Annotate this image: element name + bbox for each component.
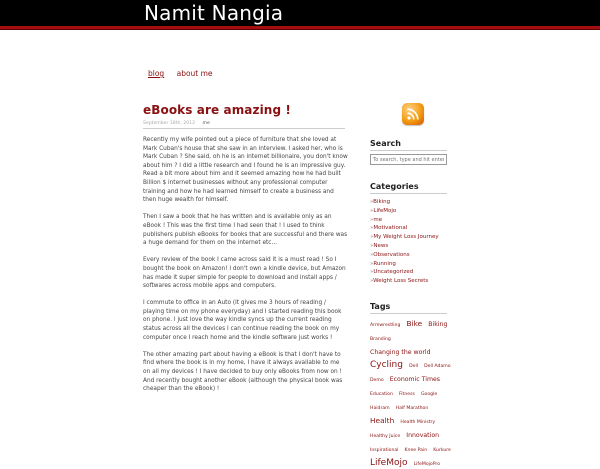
tags-divider [370,313,447,314]
post-date: September 18th, 2012 [143,121,196,126]
tag-cloud [370,316,455,469]
category-item [370,251,439,260]
main-nav [148,69,223,78]
categories-list [370,198,439,286]
category-item [370,268,439,277]
tag-link[interactable]: Dell [409,364,418,369]
category-item [370,224,439,233]
post-paragraph: Then I saw a book that he has written and is available only as an eBook ! This was the first time I had seen that ! I used to think publishers publish eBooks for books that are successful and there was a huge demand for them on the internet etc... [143,214,348,247]
tag-link[interactable]: Fitness [398,392,415,397]
tag-link[interactable]: Haidram [370,406,390,411]
category-item [370,277,439,286]
post-paragraph: I commute to office in an Auto (it gives me 3 hours of reading / playing time on my phone everyday) and I started reading this book on phone. I just love the way kindle syncs up the current reading status across all the devices I can continue reading the book on my computer once I reach home and the kindle software just works ! [143,300,342,341]
tag-link[interactable]: Bike [406,319,423,328]
search-input[interactable] [370,154,447,165]
tags-heading: Tags [370,302,391,311]
category-link[interactable]: My Weight Loss Journey [373,234,439,241]
tag-link[interactable]: Kurkure [433,448,451,453]
post-title[interactable]: eBooks are amazing ! [143,103,291,117]
search-heading: Search [370,139,401,148]
tag-link[interactable]: Knee Pain [404,448,428,453]
rss-feed-icon[interactable] [402,103,424,125]
rss-icon [407,108,419,120]
post-author-link[interactable]: me [202,121,210,126]
category-link[interactable]: LifeMojo [373,207,397,214]
category-link[interactable]: Uncategorized [373,269,414,276]
tag-link[interactable]: Innovation [406,432,440,439]
tag-link[interactable]: Google [420,392,438,397]
category-item [370,242,439,251]
category-item [370,233,439,242]
site-header [0,0,600,26]
category-link[interactable]: me [373,216,383,223]
nav-blog[interactable]: blog [148,69,165,78]
tag-link[interactable]: Changing the world [370,349,431,356]
category-link[interactable]: Motivational [373,225,408,232]
nav-about-me[interactable]: about me [176,69,213,78]
tag-link[interactable]: Dell Adamo [424,364,451,369]
tag-link[interactable]: Inspirational [370,448,399,453]
post-meta [143,121,345,129]
category-link[interactable]: Running [373,260,396,267]
tag-link[interactable]: Armwrestling [370,323,401,328]
category-link[interactable]: Weight Loss Secrets [373,278,429,285]
header-dark-line [0,29,600,30]
category-link[interactable]: Observations [373,251,410,258]
categories-heading: Categories [370,182,419,191]
post-paragraph: The other amazing part about having a eBook is that I don't have to find where the book is in my home, I have it always available to me on all my devices ! I have decided to buy only eBooks from now on ! And recently bought another eBook (although the physical book was cheaper than the eBook) ! [143,351,343,393]
category-item [370,198,439,207]
tag-link[interactable]: Health Ministry [400,420,436,425]
tag-link[interactable]: Half Marathon [395,406,429,411]
site-title[interactable]: Namit Nangia [144,1,284,25]
tag-link[interactable]: Health [370,416,395,425]
post-paragraph: Every review of the book I came across said it is a must read ! So I bought the book on Amazon! I don't own a kindle device, but Amazon has made it super simple for people to download and install apps / softwares across mobile apps and computers. [143,257,346,290]
category-item [370,260,439,269]
tag-link[interactable]: Cycling [370,360,403,370]
tag-link[interactable]: Branding [370,337,391,342]
tag-link[interactable]: Economic Times [389,376,441,383]
category-item [370,216,439,225]
tag-link[interactable]: Demo [370,378,384,383]
tag-link[interactable]: Biking [428,321,448,328]
tag-link[interactable]: Healthy Juice [370,434,401,439]
post-body [143,136,348,402]
tag-link[interactable]: Education [370,392,393,397]
category-link[interactable]: Biking [373,199,391,205]
categories-divider [370,193,447,194]
tag-link[interactable]: LifeMojoPro [413,462,441,467]
tag-link[interactable]: LifeMojo [370,458,408,468]
category-link[interactable]: News [373,242,389,249]
search-divider [370,150,447,151]
post-paragraph: Recently my wife pointed out a piece of furniture that she loved at Mark Cuban's house that she saw in an interview. I asked her, who is Mark Cuban ? She said, oh he is an internet billionaire, you don't know about him ? I did a little research and I found he is an impressive guy. Read a bit more about him and it seemed amazing how he had built Billion $ internet businesses without any professional computer training and how he had learned himself to create a business and then huge wealth for himself. [143,137,348,204]
category-item [370,207,439,216]
